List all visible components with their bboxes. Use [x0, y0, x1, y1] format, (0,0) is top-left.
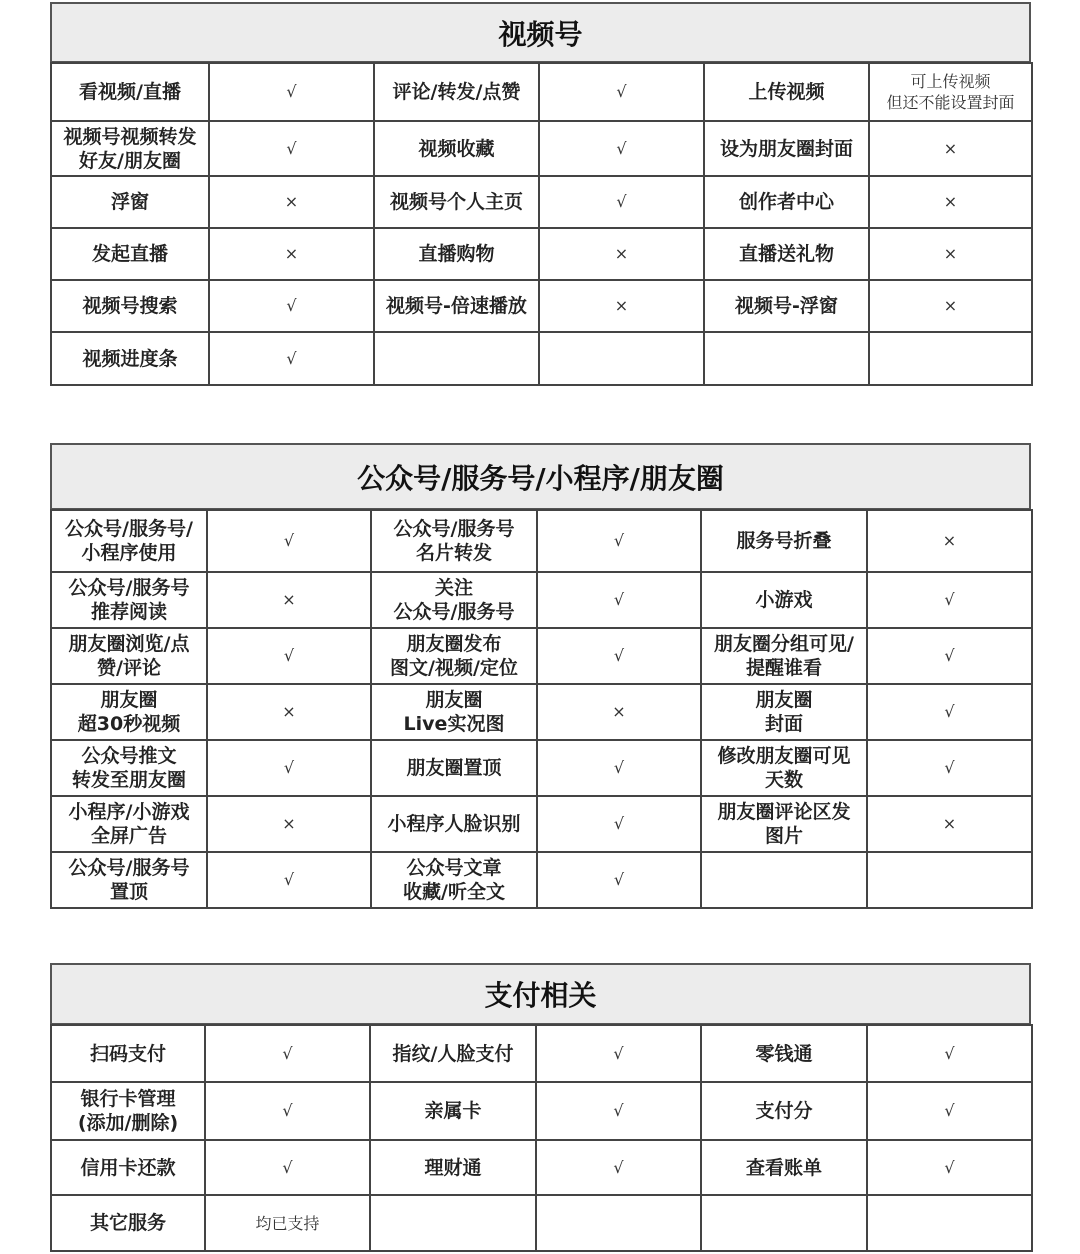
support-status: √: [537, 852, 701, 908]
support-status: √: [536, 1082, 701, 1140]
table-row: [51, 63, 1032, 121]
feature-name: 视频号搜索: [51, 280, 209, 332]
feature-name: 视频进度条: [51, 332, 209, 385]
support-status: √: [867, 1140, 1032, 1195]
empty-cell: [370, 1195, 536, 1251]
feature-name: 指纹/人脸支付: [370, 1025, 536, 1082]
feature-name: 发起直播: [51, 228, 209, 280]
support-note: 可上传视频 但还不能设置封面: [869, 63, 1032, 121]
feature-name: 小程序/小游戏 全屏广告: [51, 796, 207, 852]
feature-name: 理财通: [370, 1140, 536, 1195]
feature-name: 朋友圈评论区发 图片: [701, 796, 867, 852]
feature-name: 视频收藏: [374, 121, 539, 176]
support-status: √: [207, 740, 371, 796]
table-row: [51, 852, 1032, 908]
feature-name: 服务号折叠: [701, 510, 867, 572]
feature-name: 小程序人脸识别: [371, 796, 537, 852]
feature-name: 直播购物: [374, 228, 539, 280]
support-status: √: [209, 332, 374, 385]
feature-name: 视频号-倍速播放: [374, 280, 539, 332]
support-status: √: [537, 510, 701, 572]
table-row: [51, 332, 1032, 385]
feature-name: 修改朋友圈可见 天数: [701, 740, 867, 796]
feature-name: 查看账单: [701, 1140, 867, 1195]
table-row: [51, 684, 1032, 740]
empty-cell: [867, 1195, 1032, 1251]
feature-name: 创作者中心: [704, 176, 869, 228]
feature-name: 关注 公众号/服务号: [371, 572, 537, 628]
support-status: √: [207, 628, 371, 684]
feature-name: 视频号视频转发 好友/朋友圈: [51, 121, 209, 176]
feature-name: 朋友圈 Live实况图: [371, 684, 537, 740]
feature-name: 信用卡还款: [51, 1140, 205, 1195]
support-status: √: [537, 796, 701, 852]
feature-table: [50, 509, 1033, 909]
feature-name: 公众号推文 转发至朋友圈: [51, 740, 207, 796]
support-status: √: [867, 740, 1032, 796]
support-status: √: [867, 628, 1032, 684]
support-status: ×: [867, 796, 1032, 852]
feature-name: 上传视频: [704, 63, 869, 121]
support-status: √: [867, 1082, 1032, 1140]
table-row: [51, 1082, 1032, 1140]
empty-cell: [701, 1195, 867, 1251]
empty-cell: [704, 332, 869, 385]
feature-name: 朋友圈 超30秒视频: [51, 684, 207, 740]
feature-name: 扫码支付: [51, 1025, 205, 1082]
feature-name: 朋友圈发布 图文/视频/定位: [371, 628, 537, 684]
table-row: [51, 628, 1032, 684]
table-row: [51, 1195, 1032, 1251]
feature-name: 公众号文章 收藏/听全文: [371, 852, 537, 908]
table-row: [51, 796, 1032, 852]
support-status: √: [539, 121, 704, 176]
support-status: ×: [539, 228, 704, 280]
support-status: ×: [869, 280, 1032, 332]
support-status: ×: [539, 280, 704, 332]
support-status: ×: [207, 572, 371, 628]
feature-name: 看视频/直播: [51, 63, 209, 121]
section-video-channel: [50, 2, 1031, 386]
support-status: √: [867, 1025, 1032, 1082]
support-status: √: [209, 121, 374, 176]
support-status: √: [537, 740, 701, 796]
support-status: √: [205, 1025, 370, 1082]
support-note: 均已支持: [205, 1195, 370, 1251]
empty-cell: [539, 332, 704, 385]
feature-name: 公众号/服务号 置顶: [51, 852, 207, 908]
support-status: ×: [537, 684, 701, 740]
feature-name: 直播送礼物: [704, 228, 869, 280]
feature-name: 朋友圈 封面: [701, 684, 867, 740]
feature-name: 朋友圈分组可见/ 提醒谁看: [701, 628, 867, 684]
feature-name: 视频号个人主页: [374, 176, 539, 228]
support-status: ×: [869, 228, 1032, 280]
feature-name: 公众号/服务号/ 小程序使用: [51, 510, 207, 572]
section-official-accounts: [50, 443, 1031, 909]
feature-table: [50, 1024, 1033, 1252]
section-title: 支付相关: [50, 963, 1031, 1024]
table-row: [51, 510, 1032, 572]
table-row: [51, 740, 1032, 796]
support-status: ×: [869, 121, 1032, 176]
feature-name: 设为朋友圈封面: [704, 121, 869, 176]
feature-name: 支付分: [701, 1082, 867, 1140]
empty-cell: [374, 332, 539, 385]
feature-name: 视频号-浮窗: [704, 280, 869, 332]
support-status: ×: [869, 176, 1032, 228]
table-row: [51, 280, 1032, 332]
support-status: √: [867, 572, 1032, 628]
support-status: ×: [207, 684, 371, 740]
support-status: ×: [209, 176, 374, 228]
feature-name: 零钱通: [701, 1025, 867, 1082]
feature-table: [50, 62, 1033, 386]
support-status: √: [539, 63, 704, 121]
feature-name: 公众号/服务号 推荐阅读: [51, 572, 207, 628]
support-status: ×: [209, 228, 374, 280]
support-status: ×: [867, 510, 1032, 572]
feature-name: 银行卡管理 (添加/删除): [51, 1082, 205, 1140]
section-title: 视频号: [50, 2, 1031, 62]
feature-name: 朋友圈置顶: [371, 740, 537, 796]
feature-name: 亲属卡: [370, 1082, 536, 1140]
feature-name: 浮窗: [51, 176, 209, 228]
support-status: √: [867, 684, 1032, 740]
empty-cell: [869, 332, 1032, 385]
support-status: √: [536, 1025, 701, 1082]
support-status: √: [205, 1140, 370, 1195]
support-status: √: [207, 852, 371, 908]
support-status: ×: [207, 796, 371, 852]
empty-cell: [701, 852, 867, 908]
table-row: [51, 572, 1032, 628]
section-title: 公众号/服务号/小程序/朋友圈: [50, 443, 1031, 509]
table-row: [51, 1140, 1032, 1195]
section-payment: [50, 963, 1031, 1252]
feature-name: 公众号/服务号 名片转发: [371, 510, 537, 572]
support-status: √: [537, 628, 701, 684]
feature-name: 小游戏: [701, 572, 867, 628]
support-status: √: [539, 176, 704, 228]
feature-name: 朋友圈浏览/点 赞/评论: [51, 628, 207, 684]
table-row: [51, 176, 1032, 228]
support-status: √: [536, 1140, 701, 1195]
table-row: [51, 228, 1032, 280]
feature-name: 评论/转发/点赞: [374, 63, 539, 121]
empty-cell: [867, 852, 1032, 908]
support-status: √: [537, 572, 701, 628]
support-status: √: [205, 1082, 370, 1140]
support-status: √: [207, 510, 371, 572]
support-status: √: [209, 280, 374, 332]
table-row: [51, 1025, 1032, 1082]
feature-name: 其它服务: [51, 1195, 205, 1251]
empty-cell: [536, 1195, 701, 1251]
table-row: [51, 121, 1032, 176]
support-status: √: [209, 63, 374, 121]
